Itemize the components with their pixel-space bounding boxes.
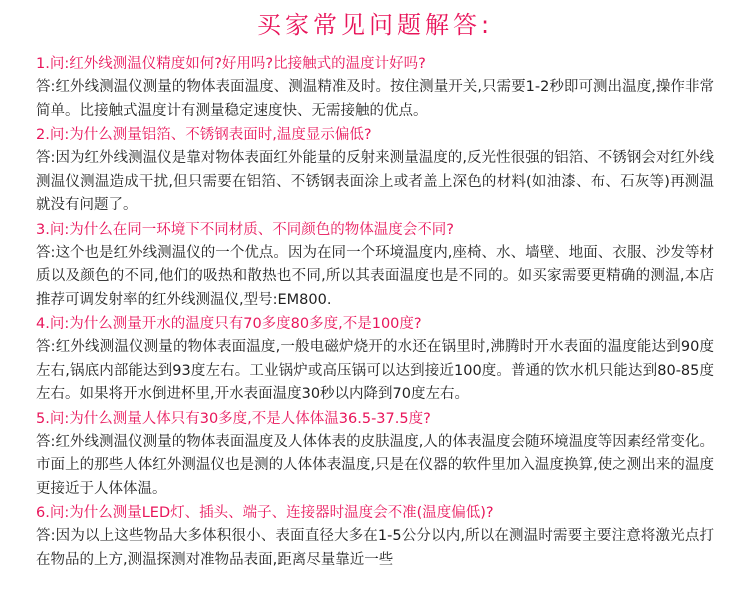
faq-question: 1.问:红外线测温仪精度如何?好用吗?比接触式的温度计好吗? [36, 56, 426, 72]
faq-answer: 答:因为以上这些物品大多体积很小、表面直径大多在1-5公分以内,所以在测温时需要主要注意将激光点打在物品的上方,测温探测对准物品表面,距离尽量靠近一些 [36, 528, 714, 568]
faq-answer: 答:红外线测温仪测量的物体表面温度,一般电磁炉烧开的水还在锅里时,沸腾时开水表面的温度能达到90度左右,锅底内部能达到93度左右。工业锅炉或高压锅可以达到接近100度。普通的饮水机只能达到80-85度左右。如果将开水倒进杯里,开水表面温度30秒以内降到70度左右。 [36, 339, 714, 402]
faq-item-3 [36, 218, 714, 313]
faq-answer: 答:红外线测温仪测量的物体表面温度、测温精准及时。按住测量开关,只需要1-2秒即可测出温度,操作非常简单。比接触式温度计有测量稳定速度快、无需接触的优点。 [36, 79, 714, 119]
faq-item-6 [36, 501, 714, 572]
faq-answer: 答:因为红外线测温仪是靠对物体表面红外能量的反射来测量温度的,反光性很强的铝箔、不锈钢会对红外线测温仪测温造成干扰,但只需要在铝箔、不锈钢表面涂上或者盖上深色的材料(如油漆、布、石灰等)再测温就没有问题了。 [36, 150, 714, 213]
faq-item-1 [36, 52, 714, 123]
faq-question: 6.问:为什么测量LED灯、插头、端子、连接器时温度会不准(温度偏低)? [36, 505, 494, 521]
faq-question: 3.问:为什么在同一环境下不同材质、不同颜色的物体温度会不同? [36, 221, 454, 238]
faq-answer: 答:这个也是红外线测温仪的一个优点。因为在同一个环境温度内,座椅、水、墙壁、地面、衣服、沙发等材质以及颜色的不同,他们的吸热和散热也不同,所以其表面温度也是不同的。如买家需要更精确的测温,本店推荐可调发射率的红外线测温仪,型号:EM800. [36, 244, 714, 308]
faq-list [36, 52, 714, 572]
faq-question: 5.问:为什么测量人体只有30多度,不是人体体温36.5-37.5度? [36, 410, 431, 427]
faq-question: 2.问:为什么测量铝箔、不锈钢表面时,温度显示偏低? [36, 127, 372, 143]
page-title: 买家常见问题解答: [256, 11, 494, 39]
faq-item-5 [36, 407, 714, 502]
faq-item-4 [36, 312, 714, 407]
faq-answer: 答:红外线测温仪测量的物体表面温度及人体体表的皮肤温度,人的体表温度会随环境温度等因素经常变化。市面上的那些人体红外测温仪也是测的人体体表温度,只是在仪器的软件里加入温度换算,使之测出来的温度更接近于人体体温。 [36, 433, 714, 497]
faq-question: 4.问:为什么测量开水的温度只有70多度80多度,不是100度? [36, 316, 422, 332]
faq-item-2 [36, 123, 714, 218]
